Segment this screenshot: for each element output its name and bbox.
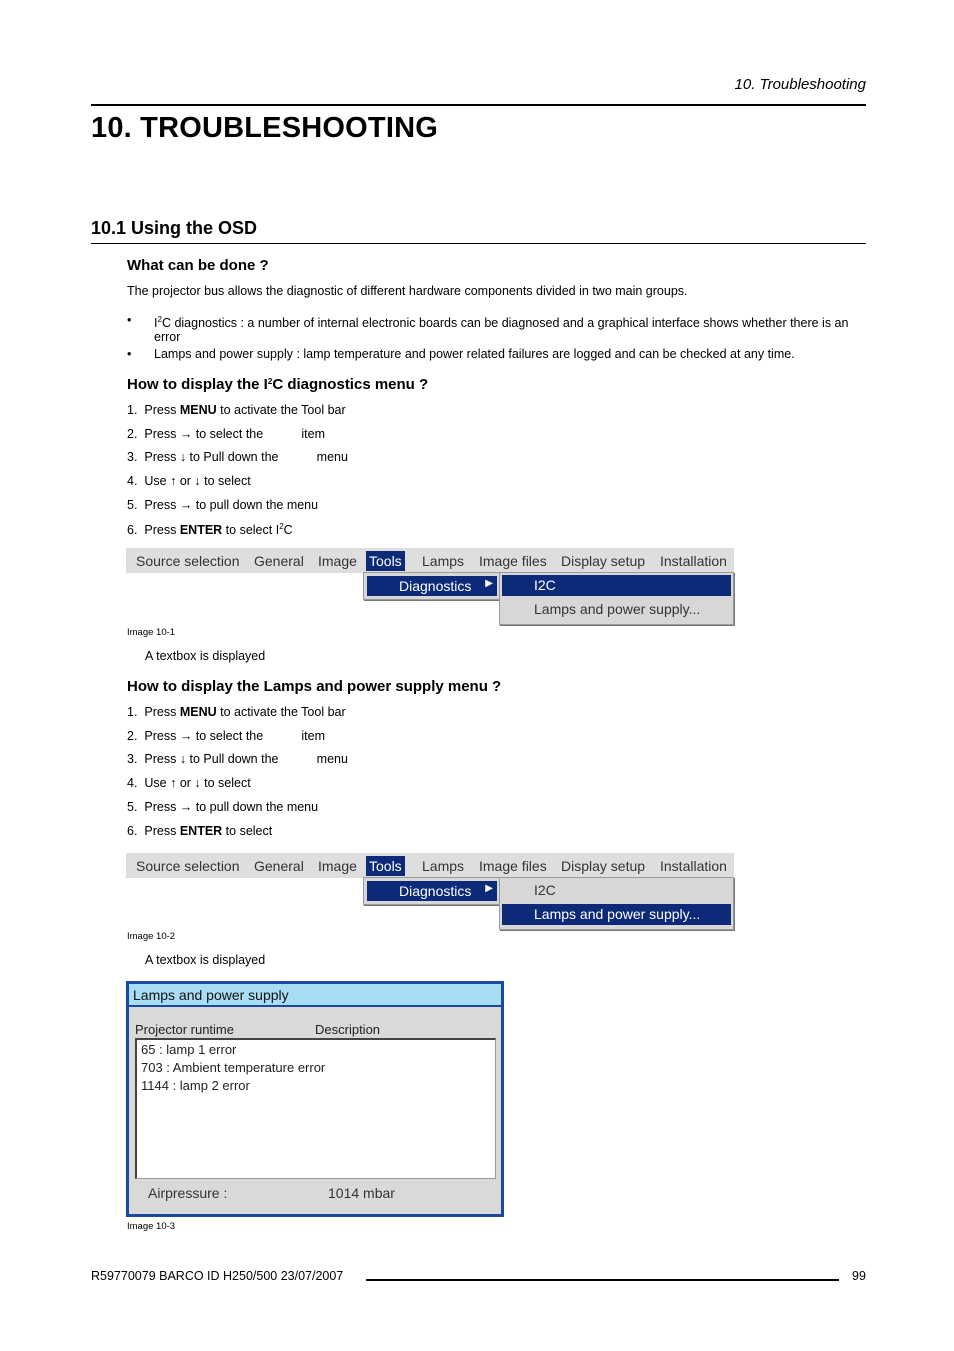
list-item: 65 : lamp 1 error	[141, 1042, 237, 1057]
footer-rule	[366, 1279, 839, 1281]
i2c-step-6: 6. Press ENTER to select $I^2C$	[127, 522, 293, 537]
tools-submenu	[363, 572, 500, 600]
menu-image[interactable]: Image	[318, 553, 357, 569]
menu-installation[interactable]: Installation	[660, 553, 727, 569]
menu-tools[interactable]: Tools	[366, 551, 405, 571]
menu-source-selection[interactable]: Source selection	[136, 858, 240, 874]
column-header-runtime: Projector runtime	[135, 1022, 234, 1037]
lamps-heading: How to display the Lamps and power supply menu ?	[127, 678, 502, 695]
column-header-description: Description	[315, 1022, 381, 1037]
lamps-step-2: 2. Press → to select the item	[127, 729, 326, 743]
airpressure-label: Airpressure :	[148, 1185, 228, 1201]
lamps-step-6: 6. Press ENTER to select	[127, 824, 273, 838]
osd-menubar	[126, 548, 734, 573]
submenu-diagnostics[interactable]: Diagnostics ▶	[367, 576, 497, 596]
header-rule	[91, 104, 866, 106]
image-caption: Image 10-3	[127, 1221, 176, 1232]
menu-image[interactable]: Image	[318, 858, 357, 874]
i2c-step-5: 5. Press → to pull down the menu	[127, 498, 319, 512]
result-text: A textbox is displayed	[145, 953, 266, 967]
running-header: 10. Troubleshooting	[734, 76, 866, 93]
chevron-right-icon: ▶	[485, 883, 493, 894]
diagnostics-submenu	[499, 572, 734, 625]
menu-display-setup[interactable]: Display setup	[561, 553, 646, 569]
submenu-diagnostics[interactable]: Diagnostics ▶	[367, 881, 497, 901]
lamps-step-4: 4. Use ↑ or ↓ to select	[127, 776, 251, 790]
image-caption: Image 10-1	[127, 627, 176, 638]
section-rule	[91, 243, 866, 244]
bullet-marker: •	[127, 347, 132, 361]
lamps-power-dialog	[126, 981, 504, 1217]
menu-lamps[interactable]: Lamps	[422, 553, 465, 569]
i2c-heading: How to display the $I^2C$ diagnostics menu ?	[127, 376, 429, 393]
submenu-item-lamps-power[interactable]: Lamps and power supply...	[534, 601, 701, 617]
i2c-step-2: 2. Press → to select the item	[127, 427, 326, 441]
bullet-marker: •	[127, 313, 132, 327]
lamps-step-1: 1. Press MENU to activate the Tool bar	[127, 705, 346, 719]
osd-menubar	[126, 853, 734, 878]
dialog-body	[129, 1007, 501, 1214]
submenu-item-i2c[interactable]: I2C	[534, 882, 556, 898]
menu-image-files[interactable]: Image files	[479, 553, 547, 569]
image-caption: Image 10-2	[127, 931, 176, 942]
menu-tools[interactable]: Tools	[366, 856, 405, 876]
section-title: 10.1 Using the OSD	[91, 218, 258, 238]
footer-doc-id: R59770079 BARCO ID H250/500 23/07/2007	[91, 1269, 344, 1283]
menu-display-setup[interactable]: Display setup	[561, 858, 646, 874]
what-heading: What can be done ?	[127, 257, 269, 274]
lamps-step-5: 5. Press → to pull down the menu	[127, 800, 319, 814]
chapter-title: 10. TROUBLESHOOTING	[91, 112, 438, 144]
airpressure-value: 1014 mbar	[328, 1185, 395, 1201]
submenu-item-lamps-power[interactable]: Lamps and power supply...	[502, 904, 731, 925]
submenu-item-i2c[interactable]: I2C	[502, 575, 731, 596]
diagnostics-submenu	[499, 877, 734, 930]
menu-lamps[interactable]: Lamps	[422, 858, 465, 874]
menu-installation[interactable]: Installation	[660, 858, 727, 874]
page-number: 99	[852, 1269, 866, 1283]
menu-image-files[interactable]: Image files	[479, 858, 547, 874]
error-log-list[interactable]	[135, 1038, 496, 1179]
dialog-titlebar: Lamps and power supply	[129, 984, 501, 1005]
list-item: 1144 : lamp 2 error	[141, 1078, 250, 1093]
lamps-step-3: 3. Press ↓ to Pull down the menu	[127, 752, 348, 766]
what-intro: The projector bus allows the diagnostic of different hardware components divided in two main groups.	[127, 284, 688, 298]
tools-submenu	[363, 877, 500, 905]
menu-general[interactable]: General	[254, 553, 304, 569]
result-text: A textbox is displayed	[145, 649, 266, 663]
bullet-item-lamps: Lamps and power supply : lamp temperature and power related failures are logged and can be checked at any time.	[154, 347, 795, 361]
i2c-step-3: 3. Press ↓ to Pull down the menu	[127, 450, 348, 464]
list-item: 703 : Ambient temperature error	[141, 1060, 326, 1075]
i2c-step-1: 1. Press MENU to activate the Tool bar	[127, 403, 346, 417]
bullet-item-i2c: $I^2C$ diagnostics : a number of internal electronic boards can be diagnosed and a graphical interface shows whether there is an error	[154, 315, 849, 344]
menu-general[interactable]: General	[254, 858, 304, 874]
chevron-right-icon: ▶	[485, 578, 493, 589]
menu-source-selection[interactable]: Source selection	[136, 553, 240, 569]
i2c-step-4: 4. Use ↑ or ↓ to select	[127, 474, 251, 488]
